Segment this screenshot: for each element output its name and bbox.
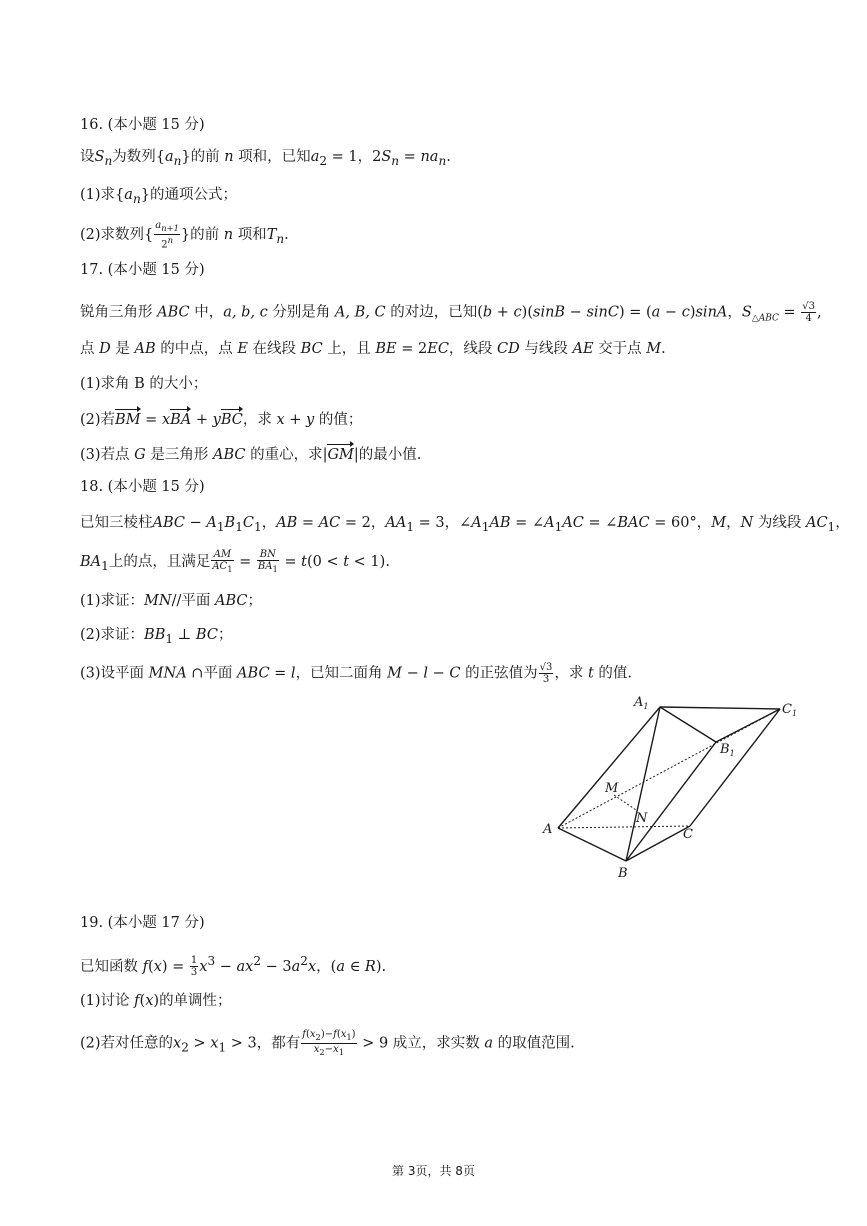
problem-16-q2: (2)求数列{ $\frac{a_{n+1}}{2^n}$ }的前 n 项和$T_n$. xyxy=(80,220,289,251)
edge-b-c xyxy=(626,826,690,861)
problem-18-header: 18. (本小题 15 分) xyxy=(80,479,205,495)
problem-19-stem: 已知函数 f(x) = $\frac{1}{3}$ $x^3 - ax^2 - 3a^2x$，(a ∈ R). xyxy=(80,954,387,979)
problem-17-stem-line2: 点 D 是 AB 的中点，点 E 在线段 BC 上，且 BE = 2EC，线段 CD 与线段 AE 交于点 M. xyxy=(80,341,666,357)
problem-16-stem: 设$S_n$为数列$\{a_n\}$的前 n 项和，已知$a_2 = 1$，$2S_n = na_n$. xyxy=(80,149,451,168)
label-b1: $B_1$ xyxy=(720,742,735,758)
label-m: M xyxy=(605,781,619,796)
problem-17-q2: (2)若BM = xBA + yBC，求 x + y 的值； xyxy=(80,409,807,431)
problem-19-header: 19. (本小题 17 分) xyxy=(80,915,205,931)
problem-17-q1: (1)求角 B 的大小； xyxy=(80,376,208,392)
label-a: A xyxy=(543,822,553,837)
label-c1: $C_1$ xyxy=(782,702,798,718)
problem-18-q3: (3)设平面 MNA ∩平面 ABC = l，已知二面角 M − l − C 的正弦值为 $\frac{√3}{3}$ ，求 t 的值. xyxy=(80,662,633,685)
problem-16-q1: (1)求$\{a_n\}$的通项公式； xyxy=(80,187,237,206)
edge-c-c1 xyxy=(690,709,780,826)
problem-18-q2: (2)求证：$BB_1$ ⊥ BC； xyxy=(80,627,233,646)
problem-17-q3: (3)若点 G 是三角形 ABC 的重心，求|GM|的最小值. xyxy=(80,444,807,466)
label-c: C xyxy=(683,827,693,842)
edge-a1-b1 xyxy=(660,707,716,742)
problem-19-q2: (2)若对任意的$x_2 > x_1 > 3$，都有 $\frac{f(x_2)-f(x_1)}{x_2-x_1}$ > 9 成立，求实数 a 的取值范围. xyxy=(80,1029,575,1057)
label-n: N xyxy=(636,811,648,826)
edge-a1-c1 xyxy=(660,707,780,709)
segment-m-n xyxy=(614,795,636,810)
problem-18-q1: (1)求证：MN//平面 ABC； xyxy=(80,593,262,609)
problem-18-stem-line2: $BA_1$上的点，且满足 $\frac{AM}{AC_1}$ = $\frac{BN}{BA_1}$ = t(0 < t < 1). xyxy=(80,549,390,574)
problem-19-q1: (1)讨论 f(x)的单调性； xyxy=(80,993,232,1009)
label-b: B xyxy=(618,866,628,881)
edge-a-b xyxy=(558,828,626,861)
prism-figure xyxy=(535,688,805,883)
page-footer: 第 3页，共 8页 xyxy=(392,1164,475,1178)
problem-16-header: 16. (本小题 15 分) xyxy=(80,117,205,133)
problem-18-stem-line1: 已知三棱柱ABC − $A_1B_1C_1$，AB = AC = 2，$AA_1 = 3$，$\angle A_1AB$ = $\angle A_1AC$ = ∠BAC = 60°，M，N 为线段 $AC_1$， xyxy=(80,515,850,534)
edge-a-a1 xyxy=(558,707,660,828)
problem-17-stem-line1: 锐角三角形 ABC 中，a, b, c 分别是角 A, B, C 的对边，已知(b + c)(sinB − sinC) = (a − c)sinA，$S_{\triangle ABC}$ = $\frac{√3}{4}$ , xyxy=(80,301,822,324)
segment-a-c xyxy=(558,826,690,828)
problem-17-header: 17. (本小题 15 分) xyxy=(80,262,205,278)
label-a1: $A_1$ xyxy=(634,695,649,711)
